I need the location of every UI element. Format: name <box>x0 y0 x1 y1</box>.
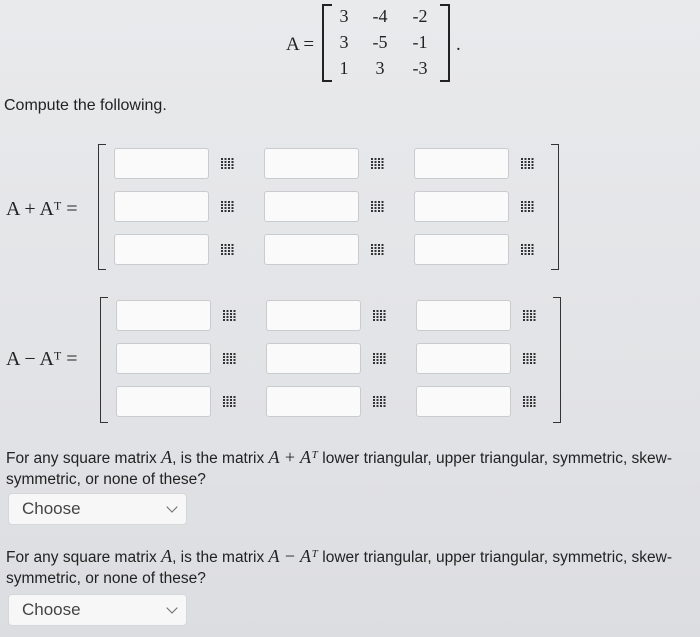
diff-input-r3c3[interactable] <box>416 386 511 417</box>
chevron-down-icon <box>166 501 177 512</box>
a31: 1 <box>339 58 349 78</box>
grid-icon[interactable] <box>373 353 386 364</box>
grid-icon[interactable] <box>523 310 536 321</box>
grid-icon[interactable] <box>223 396 236 407</box>
grid-icon[interactable] <box>371 201 384 212</box>
grid-icon[interactable] <box>223 353 236 364</box>
grid-icon[interactable] <box>223 310 236 321</box>
grid-icon[interactable] <box>521 158 534 169</box>
diff-right-bracket <box>553 297 561 423</box>
question-2: For any square matrix A, is the matrix A − Aᵀ lower triangular, upper triangular, symmetric, skew-symmetric, or none of these? <box>6 546 673 587</box>
given-matrix-label: A = <box>286 34 315 55</box>
question-1: For any square matrix A, is the matrix A + Aᵀ lower triangular, upper triangular, symmetric, skew-symmetric, or none of these? <box>6 447 673 488</box>
diff-matrix-label: A − Aᵀ = <box>6 348 78 370</box>
sum-input-r2c3[interactable] <box>414 191 509 222</box>
sum-input-r3c3[interactable] <box>414 234 509 265</box>
chevron-down-icon <box>166 602 177 613</box>
diff-input-r3c1[interactable] <box>116 386 211 417</box>
diff-input-r2c1[interactable] <box>116 343 211 374</box>
diff-left-bracket <box>100 297 108 423</box>
right-bracket <box>440 4 450 82</box>
a32: 3 <box>375 58 385 78</box>
question-1-selected: Choose <box>22 499 81 518</box>
diff-input-r3c2[interactable] <box>266 386 361 417</box>
a23: -1 <box>412 32 428 52</box>
sum-input-r1c1[interactable] <box>114 148 209 179</box>
grid-icon[interactable] <box>521 244 534 255</box>
sum-input-r1c3[interactable] <box>414 148 509 179</box>
period: . <box>456 34 461 55</box>
question-1-select[interactable] <box>8 493 187 525</box>
grid-icon[interactable] <box>373 396 386 407</box>
sum-input-r2c2[interactable] <box>264 191 359 222</box>
diff-input-r1c2[interactable] <box>266 300 361 331</box>
grid-icon[interactable] <box>371 244 384 255</box>
sum-matrix-label: A + Aᵀ = <box>6 198 78 220</box>
grid-icon[interactable] <box>521 201 534 212</box>
sum-input-r3c1[interactable] <box>114 234 209 265</box>
sum-right-bracket <box>551 144 559 270</box>
a33: -3 <box>412 58 428 78</box>
a12: -4 <box>372 6 388 26</box>
question-2-selected: Choose <box>22 600 81 619</box>
a22: -5 <box>372 32 388 52</box>
a11: 3 <box>339 6 349 26</box>
diff-input-r1c1[interactable] <box>116 300 211 331</box>
sum-left-bracket <box>98 144 106 270</box>
sum-input-r3c2[interactable] <box>264 234 359 265</box>
grid-icon[interactable] <box>221 158 234 169</box>
a21: 3 <box>339 32 349 52</box>
a13: -2 <box>412 6 428 26</box>
diff-input-r1c3[interactable] <box>416 300 511 331</box>
diff-input-r2c2[interactable] <box>266 343 361 374</box>
question-2-select[interactable] <box>8 594 187 626</box>
grid-icon[interactable] <box>221 244 234 255</box>
grid-icon[interactable] <box>221 201 234 212</box>
sum-input-r1c2[interactable] <box>264 148 359 179</box>
grid-icon[interactable] <box>371 158 384 169</box>
sum-input-r2c1[interactable] <box>114 191 209 222</box>
grid-icon[interactable] <box>373 310 386 321</box>
grid-icon[interactable] <box>523 353 536 364</box>
grid-icon[interactable] <box>523 396 536 407</box>
diff-input-r2c3[interactable] <box>416 343 511 374</box>
instruction-text: Compute the following. <box>4 97 167 114</box>
